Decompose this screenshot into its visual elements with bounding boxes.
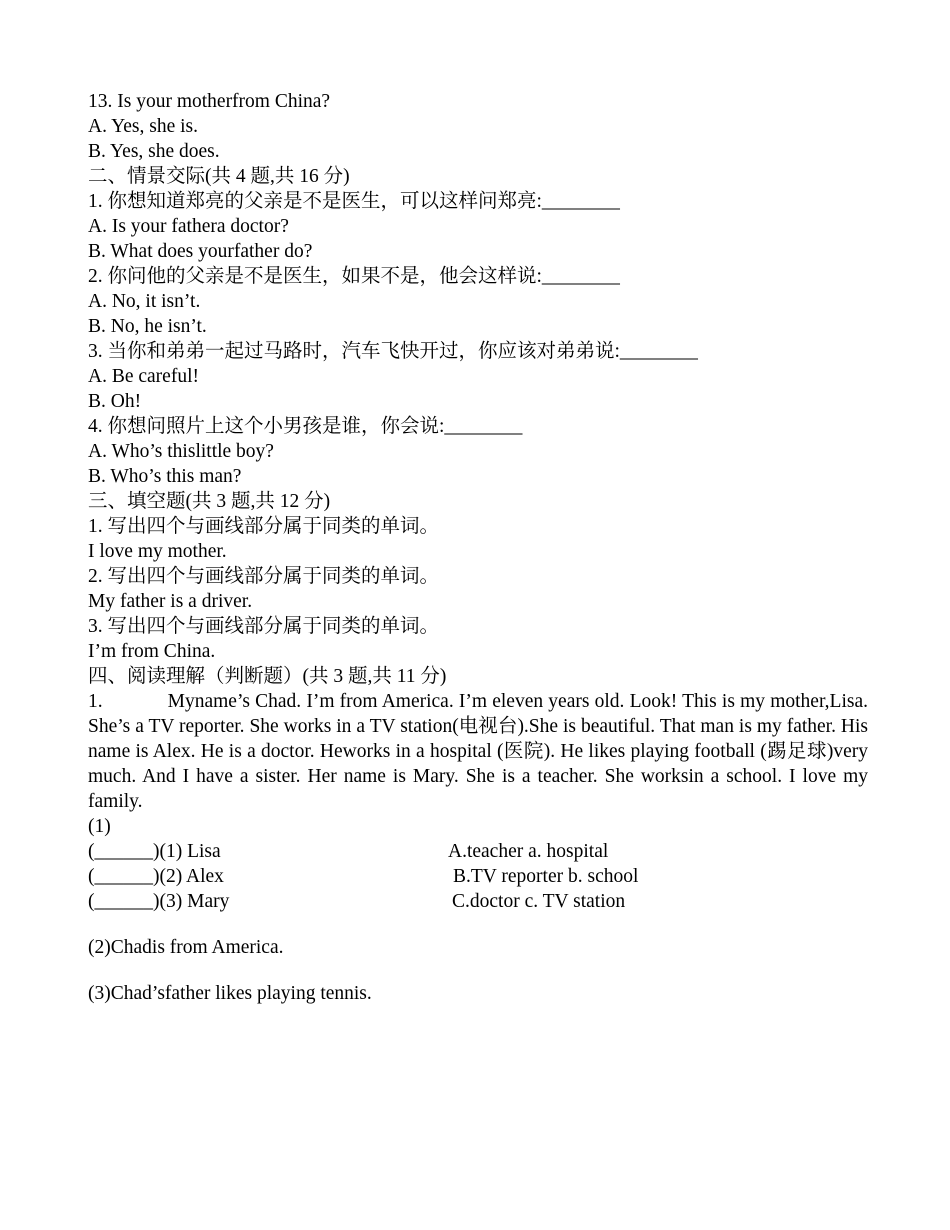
section-2-q3-option-b: B. Oh!	[88, 391, 142, 412]
matching-options-c: C.doctor c. TV station	[452, 891, 626, 912]
section-4-heading: 四、阅读理解（判断题）(共 3 题,共 11 分)	[88, 666, 447, 687]
section-3-q3-sentence: I’m from China.	[88, 641, 216, 662]
reading-passage	[88, 689, 868, 814]
document-page	[88, 89, 868, 1006]
section-3-question-1: 1. 写出四个与画线部分属于同类的单词。	[88, 516, 440, 537]
judgement-3: (3)Chad’sfather likes playing tennis.	[88, 983, 372, 1004]
section-3-q2-sentence: My father is a driver.	[88, 591, 253, 612]
reading-text: Myname’s Chad. I’m from America. I’m eleven years old. Look! This is my mother,Lisa. She’s a TV reporter. She works in a TV station(电视台).She is beautiful. That man is my father. His name is Alex. He is a doctor. Heworks in a hospital (医院). He likes playing football (踢足球)very much. And I have a sister. Her name is Mary. She is a teacher. She worksin a school. I love my family.	[88, 691, 868, 812]
matching-options-a: A.teacher a. hospital	[448, 841, 609, 862]
matching-blank-alex: (______)(2) Alex	[88, 866, 224, 887]
section-2-q3-option-a: A. Be careful!	[88, 366, 199, 387]
reading-number: 1.	[88, 691, 103, 712]
option-13-a: A. Yes, she is.	[88, 116, 198, 137]
matching-row	[88, 864, 868, 889]
section-2-question-1: 1. 你想知道郑亮的父亲是不是医生，可以这样问郑亮:________	[88, 191, 620, 212]
section-2-q2-option-b: B. No, he isn’t.	[88, 316, 207, 337]
option-13-b: B. Yes, she does.	[88, 141, 220, 162]
matching-blank-mary: (______)(3) Mary	[88, 891, 230, 912]
section-3-question-3: 3. 写出四个与画线部分属于同类的单词。	[88, 616, 440, 637]
section-2-heading: 二、情景交际(共 4 题,共 16 分)	[88, 166, 350, 187]
section-3-q1-sentence: I love my mother.	[88, 541, 227, 562]
section-2-q4-option-b: B. Who’s this man?	[88, 466, 242, 487]
section-2-question-2: 2. 你问他的父亲是不是医生，如果不是，他会这样说:________	[88, 266, 620, 287]
section-2-question-4: 4. 你想问照片上这个小男孩是谁，你会说:________	[88, 416, 523, 437]
matching-row	[88, 839, 868, 864]
matching-label: (1)	[88, 816, 111, 837]
section-3-question-2: 2. 写出四个与画线部分属于同类的单词。	[88, 566, 440, 587]
matching-blank-lisa: (______)(1) Lisa	[88, 841, 221, 862]
matching-row	[88, 889, 868, 914]
question-13: 13. Is your motherfrom China?	[88, 91, 331, 112]
section-2-q4-option-a: A. Who’s thislittle boy?	[88, 441, 274, 462]
section-2-q1-option-a: A. Is your fathera doctor?	[88, 216, 289, 237]
section-2-q1-option-b: B. What does yourfather do?	[88, 241, 313, 262]
section-2-question-3: 3. 当你和弟弟一起过马路时，汽车飞快开过，你应该对弟弟说:________	[88, 341, 698, 362]
section-3-heading: 三、填空题(共 3 题,共 12 分)	[88, 491, 331, 512]
judgement-2: (2)Chadis from America.	[88, 937, 284, 958]
section-2-q2-option-a: A. No, it isn’t.	[88, 291, 201, 312]
matching-options-b: B.TV reporter b. school	[453, 866, 639, 887]
